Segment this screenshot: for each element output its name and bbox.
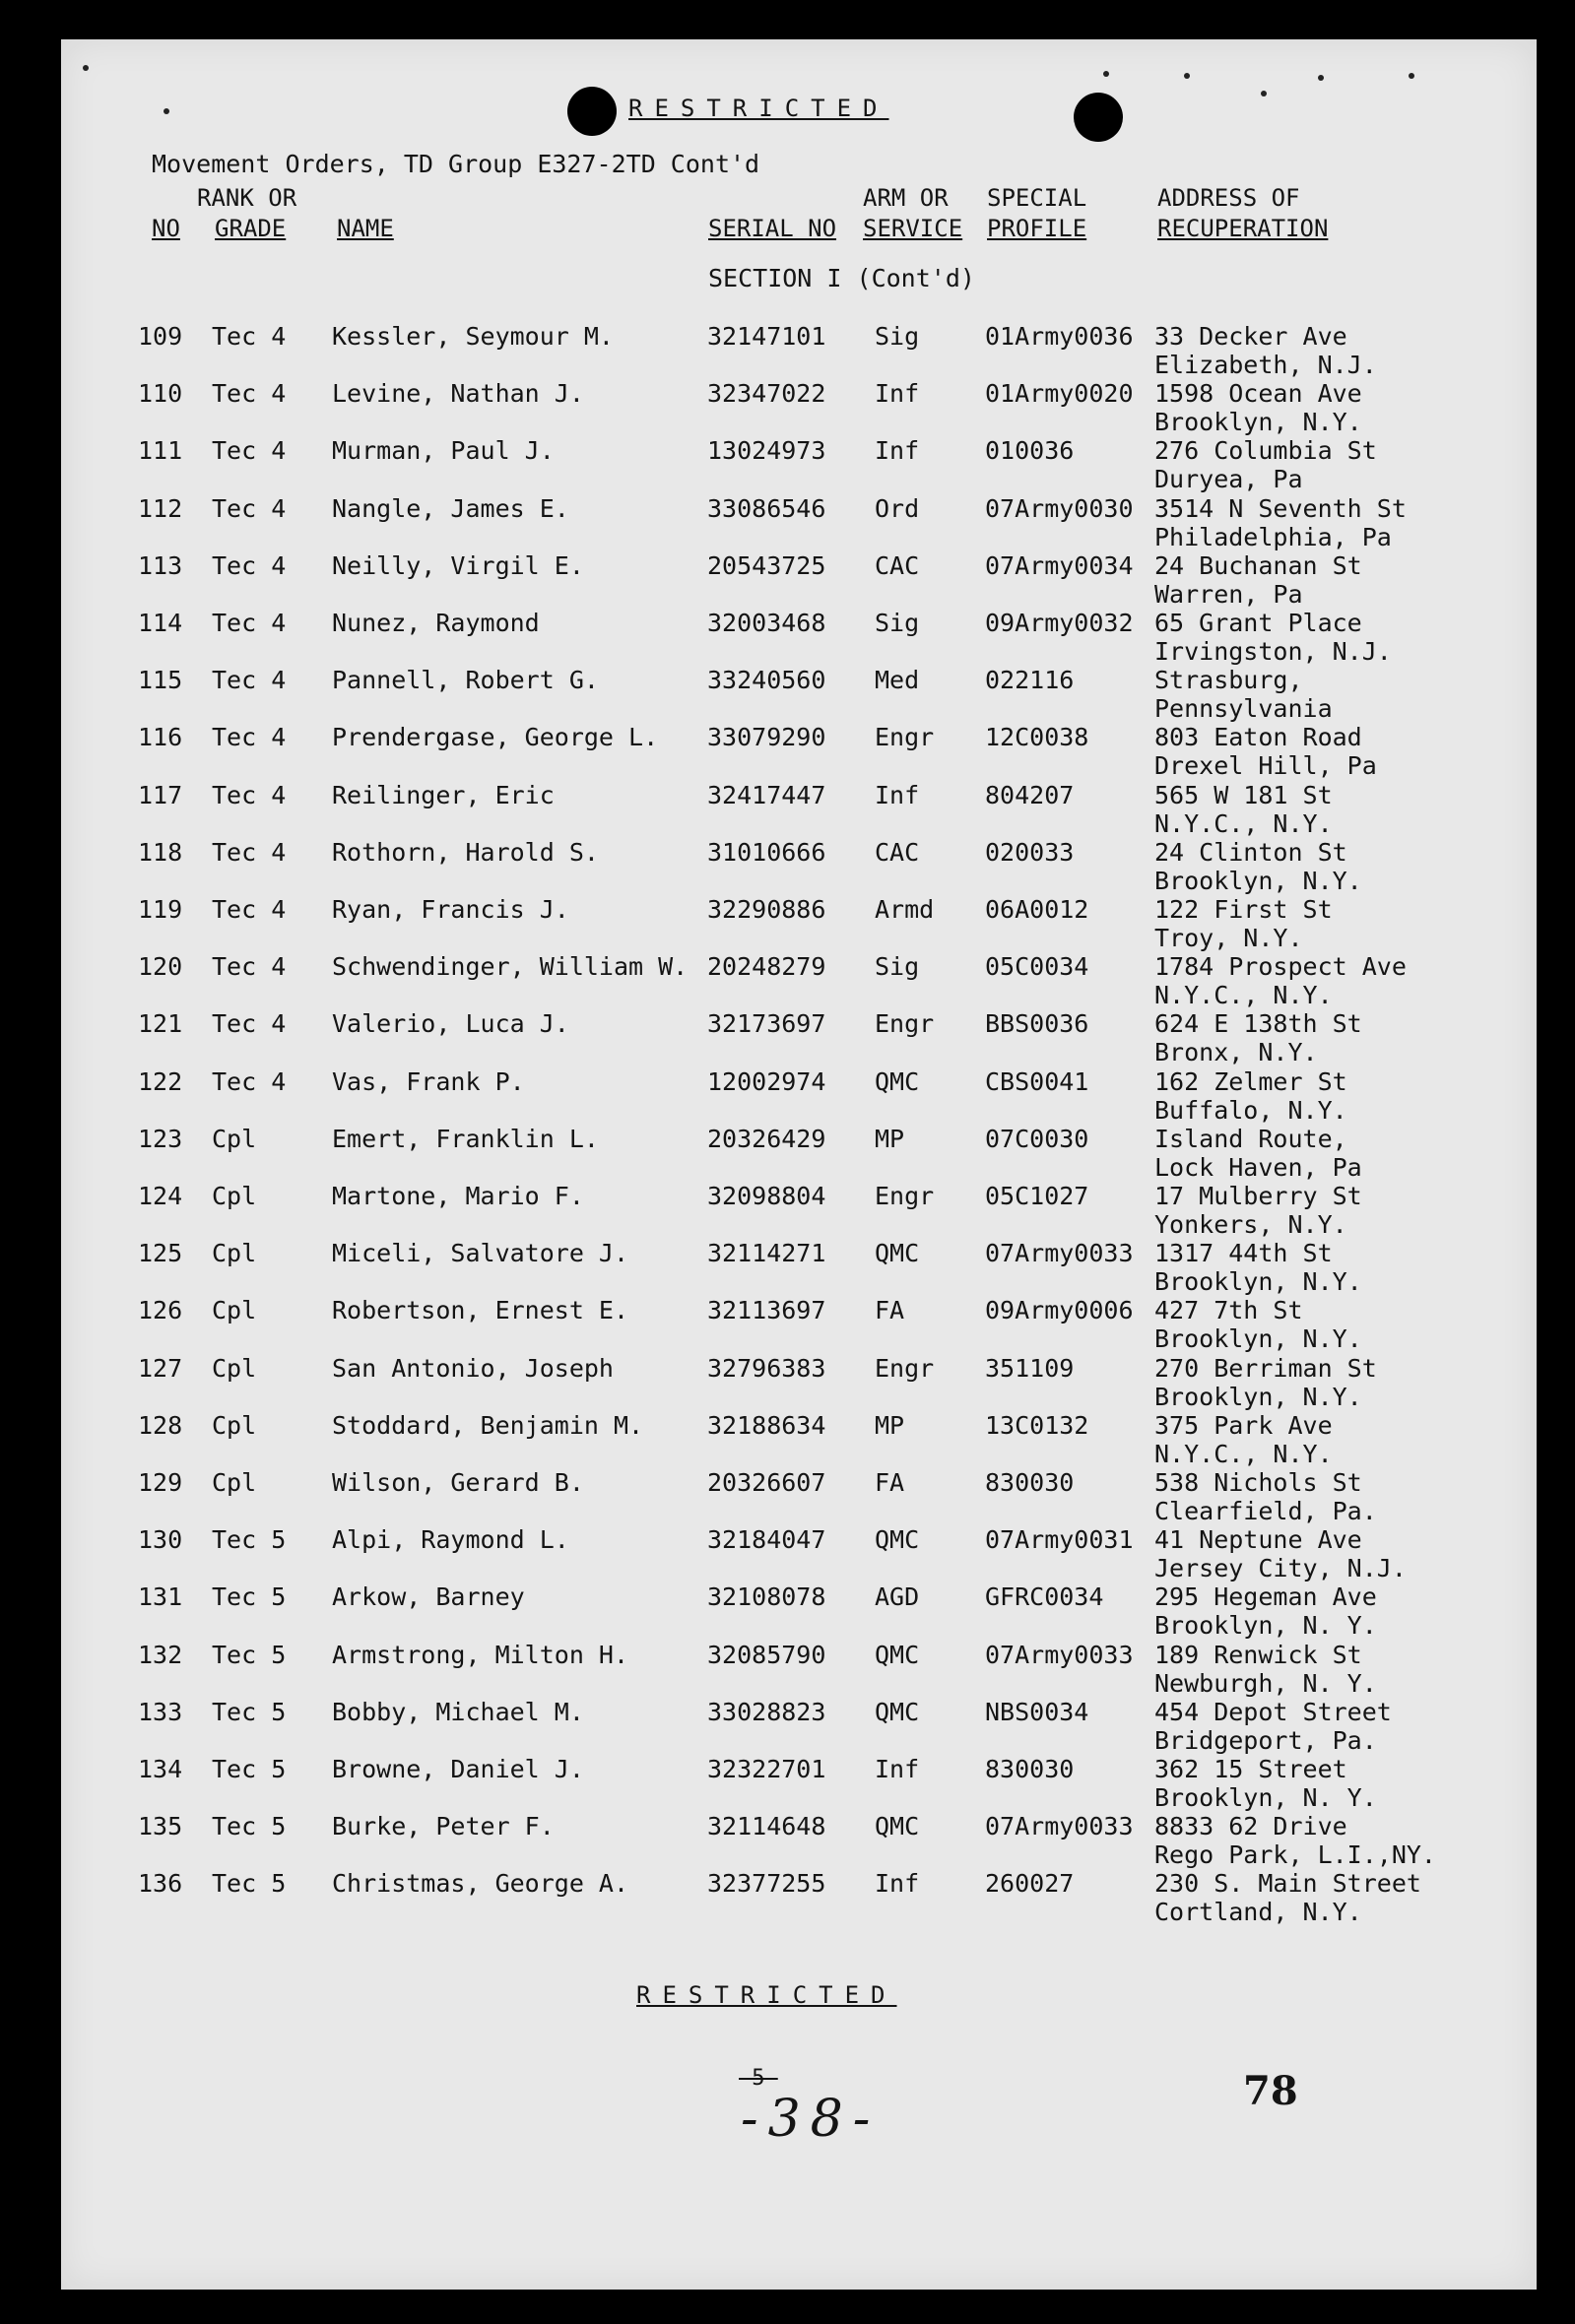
table-row xyxy=(0,1525,1575,1582)
row-address-line1: 454 Depot Street xyxy=(1154,1697,1392,1726)
row-number: 109 xyxy=(138,322,183,351)
row-name: Murman, Paul J. xyxy=(332,436,555,466)
row-address-line1: 24 Buchanan St xyxy=(1154,550,1362,580)
row-name: Schwendinger, William W. xyxy=(332,952,689,982)
row-special-profile: 020033 xyxy=(985,837,1075,867)
row-special-profile: GFRC0034 xyxy=(985,1582,1104,1612)
row-grade: Tec 4 xyxy=(212,837,287,867)
header-no: NO xyxy=(152,215,180,242)
row-address-line1: Strasburg, xyxy=(1154,666,1303,695)
row-special-profile: 13C0132 xyxy=(985,1410,1089,1440)
row-address-line2: Brooklyn, N.Y. xyxy=(1154,1382,1362,1411)
row-arm-of-service: Sig xyxy=(875,322,920,351)
row-arm-of-service: AGD xyxy=(875,1582,920,1612)
row-special-profile: 07Army0033 xyxy=(985,1239,1134,1268)
header-name: NAME xyxy=(337,215,394,242)
row-number: 114 xyxy=(138,609,183,637)
header-grade: GRADE xyxy=(215,215,287,242)
table-row xyxy=(0,1698,1575,1755)
row-arm-of-service: CAC xyxy=(875,837,920,867)
row-arm-of-service: Ord xyxy=(875,493,920,523)
row-address-line2: Drexel Hill, Pa xyxy=(1154,751,1377,781)
table-row xyxy=(0,781,1575,838)
table-row xyxy=(0,1468,1575,1525)
speck xyxy=(1261,91,1267,97)
row-arm-of-service: Sig xyxy=(875,952,920,982)
row-arm-of-service: QMC xyxy=(875,1697,920,1726)
row-grade: Tec 4 xyxy=(212,609,287,637)
row-grade: Tec 4 xyxy=(212,379,287,409)
row-grade: Tec 5 xyxy=(212,1755,287,1783)
row-number: 126 xyxy=(138,1296,183,1325)
row-name: Bobby, Michael M. xyxy=(332,1697,584,1726)
row-grade: Tec 5 xyxy=(212,1697,287,1726)
row-name: Stoddard, Benjamin M. xyxy=(332,1410,644,1440)
row-address-line1: 565 W 181 St xyxy=(1154,780,1333,809)
row-name: Arkow, Barney xyxy=(332,1582,525,1612)
row-grade: Tec 5 xyxy=(212,1640,287,1669)
row-address-line2: N.Y.C., N.Y. xyxy=(1154,1439,1333,1468)
row-serial-number: 20248279 xyxy=(707,952,826,982)
row-special-profile: CBS0041 xyxy=(985,1066,1089,1096)
row-arm-of-service: QMC xyxy=(875,1239,920,1268)
row-address-line1: 3514 N Seventh St xyxy=(1154,493,1407,523)
table-row xyxy=(0,666,1575,723)
row-number: 118 xyxy=(138,837,183,867)
row-name: Armstrong, Milton H. xyxy=(332,1640,629,1669)
row-address-line2: Yonkers, N.Y. xyxy=(1154,1210,1347,1239)
row-arm-of-service: CAC xyxy=(875,550,920,580)
row-special-profile: 07Army0030 xyxy=(985,493,1134,523)
row-name: Kessler, Seymour M. xyxy=(332,322,614,351)
row-grade: Cpl xyxy=(212,1182,257,1210)
row-serial-number: 32003468 xyxy=(707,609,826,637)
row-serial-number: 32173697 xyxy=(707,1009,826,1039)
row-special-profile: 260027 xyxy=(985,1869,1075,1899)
speck xyxy=(1103,71,1109,77)
row-number: 115 xyxy=(138,666,183,695)
row-address-line1: 362 15 Street xyxy=(1154,1755,1347,1783)
row-serial-number: 33028823 xyxy=(707,1697,826,1726)
row-arm-of-service: MP xyxy=(875,1124,905,1153)
row-arm-of-service: Armd xyxy=(875,895,935,924)
row-address-line2: Rego Park, L.I.,NY. xyxy=(1154,1840,1436,1870)
row-address-line1: 1598 Ocean Ave xyxy=(1154,379,1362,409)
header-address-line1: ADDRESS OF xyxy=(1157,184,1300,212)
row-special-profile: 830030 xyxy=(985,1468,1075,1497)
row-address-line1: 189 Renwick St xyxy=(1154,1640,1362,1669)
row-number: 130 xyxy=(138,1525,183,1555)
row-name: Prendergase, George L. xyxy=(332,723,659,752)
punch-hole xyxy=(567,87,617,136)
table-row xyxy=(0,1125,1575,1182)
row-name: Nangle, James E. xyxy=(332,493,569,523)
row-number: 124 xyxy=(138,1182,183,1210)
row-address-line2: Elizabeth, N.J. xyxy=(1154,351,1377,379)
row-address-line1: 8833 62 Drive xyxy=(1154,1812,1347,1841)
row-address-line1: 803 Eaton Road xyxy=(1154,723,1362,752)
row-grade: Cpl xyxy=(212,1296,257,1325)
row-address-line2: Newburgh, N. Y. xyxy=(1154,1668,1377,1698)
row-arm-of-service: Engr xyxy=(875,1009,935,1039)
speck xyxy=(83,65,89,71)
row-address-line2: Cortland, N.Y. xyxy=(1154,1898,1362,1927)
row-address-line1: 624 E 138th St xyxy=(1154,1009,1362,1039)
punch-hole xyxy=(1074,93,1123,142)
row-arm-of-service: Inf xyxy=(875,1869,920,1899)
row-serial-number: 32098804 xyxy=(707,1182,826,1210)
header-address-line2: RECUPERATION xyxy=(1157,215,1329,242)
row-number: 122 xyxy=(138,1066,183,1096)
row-serial-number: 32188634 xyxy=(707,1410,826,1440)
row-arm-of-service: FA xyxy=(875,1468,905,1497)
speck xyxy=(1184,73,1190,79)
table-row xyxy=(0,551,1575,609)
row-name: Neilly, Virgil E. xyxy=(332,550,584,580)
row-number: 113 xyxy=(138,550,183,580)
table-row xyxy=(0,838,1575,895)
row-grade: Tec 4 xyxy=(212,666,287,695)
row-address-line2: N.Y.C., N.Y. xyxy=(1154,808,1333,838)
header-rank-line1: RANK OR xyxy=(197,184,297,212)
row-number: 127 xyxy=(138,1353,183,1383)
row-grade: Tec 5 xyxy=(212,1582,287,1612)
row-address-line1: 1784 Prospect Ave xyxy=(1154,952,1407,982)
row-name: Robertson, Ernest E. xyxy=(332,1296,629,1325)
row-special-profile: BBS0036 xyxy=(985,1009,1089,1039)
row-address-line1: 1317 44th St xyxy=(1154,1239,1333,1268)
table-row xyxy=(0,1755,1575,1812)
row-number: 116 xyxy=(138,723,183,752)
row-name: Valerio, Luca J. xyxy=(332,1009,569,1039)
row-serial-number: 32114648 xyxy=(707,1812,826,1841)
table-row xyxy=(0,1009,1575,1066)
row-name: San Antonio, Joseph xyxy=(332,1353,614,1383)
row-special-profile: 05C1027 xyxy=(985,1182,1089,1210)
speck xyxy=(1409,73,1414,79)
row-special-profile: 12C0038 xyxy=(985,723,1089,752)
speck xyxy=(1318,75,1324,81)
row-special-profile: 07Army0033 xyxy=(985,1812,1134,1841)
row-name: Burke, Peter F. xyxy=(332,1812,555,1841)
row-special-profile: 804207 xyxy=(985,780,1075,809)
classification-marking-bottom: RESTRICTED xyxy=(636,1981,897,2009)
row-number: 133 xyxy=(138,1697,183,1726)
table-row xyxy=(0,1239,1575,1296)
row-address-line2: Brooklyn, N.Y. xyxy=(1154,866,1362,895)
row-grade: Tec 5 xyxy=(212,1812,287,1841)
table-row xyxy=(0,1354,1575,1411)
row-address-line2: Brooklyn, N.Y. xyxy=(1154,408,1362,437)
row-address-line1: 162 Zelmer St xyxy=(1154,1066,1347,1096)
row-address-line2: N.Y.C., N.Y. xyxy=(1154,981,1333,1010)
row-number: 110 xyxy=(138,379,183,409)
row-address-line1: 17 Mulberry St xyxy=(1154,1182,1362,1210)
row-grade: Tec 4 xyxy=(212,322,287,351)
row-number: 129 xyxy=(138,1468,183,1497)
row-serial-number: 32796383 xyxy=(707,1353,826,1383)
row-arm-of-service: Sig xyxy=(875,609,920,637)
row-arm-of-service: QMC xyxy=(875,1066,920,1096)
table-row xyxy=(0,494,1575,551)
stamped-number: 78 xyxy=(1243,2068,1298,2114)
row-serial-number: 20326429 xyxy=(707,1124,826,1153)
row-arm-of-service: Inf xyxy=(875,379,920,409)
row-arm-of-service: Inf xyxy=(875,780,920,809)
row-special-profile: 022116 xyxy=(985,666,1075,695)
row-serial-number: 32108078 xyxy=(707,1582,826,1612)
row-serial-number: 32147101 xyxy=(707,322,826,351)
row-address-line1: 427 7th St xyxy=(1154,1296,1303,1325)
row-arm-of-service: Med xyxy=(875,666,920,695)
row-grade: Tec 4 xyxy=(212,1066,287,1096)
table-row xyxy=(0,952,1575,1009)
row-grade: Tec 4 xyxy=(212,550,287,580)
row-serial-number: 33240560 xyxy=(707,666,826,695)
row-address-line1: 230 S. Main Street xyxy=(1154,1869,1421,1899)
row-special-profile: 01Army0020 xyxy=(985,379,1134,409)
table-row xyxy=(0,1182,1575,1239)
row-name: Christmas, George A. xyxy=(332,1869,629,1899)
row-address-line2: Bronx, N.Y. xyxy=(1154,1038,1318,1067)
row-address-line2: Duryea, Pa xyxy=(1154,465,1303,494)
header-arm-line2: SERVICE xyxy=(863,215,963,242)
row-name: Pannell, Robert G. xyxy=(332,666,599,695)
speck xyxy=(164,108,169,114)
row-arm-of-service: QMC xyxy=(875,1812,920,1841)
row-serial-number: 20543725 xyxy=(707,550,826,580)
row-address-line1: 33 Decker Ave xyxy=(1154,322,1347,351)
row-name: Alpi, Raymond L. xyxy=(332,1525,569,1555)
row-name: Vas, Frank P. xyxy=(332,1066,525,1096)
row-number: 132 xyxy=(138,1640,183,1669)
row-special-profile: 830030 xyxy=(985,1755,1075,1783)
row-number: 123 xyxy=(138,1124,183,1153)
row-name: Emert, Franklin L. xyxy=(332,1124,599,1153)
row-name: Ryan, Francis J. xyxy=(332,895,569,924)
row-serial-number: 32347022 xyxy=(707,379,826,409)
row-arm-of-service: QMC xyxy=(875,1640,920,1669)
row-number: 119 xyxy=(138,895,183,924)
row-special-profile: 351109 xyxy=(985,1353,1075,1383)
row-number: 121 xyxy=(138,1009,183,1039)
row-special-profile: NBS0034 xyxy=(985,1697,1089,1726)
row-address-line2: Bridgeport, Pa. xyxy=(1154,1725,1377,1755)
row-address-line1: 538 Nichols St xyxy=(1154,1468,1362,1497)
row-serial-number: 32114271 xyxy=(707,1239,826,1268)
table-row xyxy=(0,379,1575,436)
row-grade: Tec 5 xyxy=(212,1525,287,1555)
row-arm-of-service: FA xyxy=(875,1296,905,1325)
row-grade: Tec 4 xyxy=(212,780,287,809)
header-arm-line1: ARM OR xyxy=(863,184,949,212)
row-address-line1: 375 Park Ave xyxy=(1154,1410,1333,1440)
row-address-line2: Philadelphia, Pa xyxy=(1154,522,1392,551)
row-address-line1: 270 Berriman St xyxy=(1154,1353,1377,1383)
row-address-line1: 24 Clinton St xyxy=(1154,837,1347,867)
row-grade: Tec 4 xyxy=(212,723,287,752)
table-row xyxy=(0,1296,1575,1353)
row-address-line2: Brooklyn, N.Y. xyxy=(1154,1267,1362,1297)
row-address-line2: Brooklyn, N. Y. xyxy=(1154,1611,1377,1641)
row-grade: Tec 5 xyxy=(212,1869,287,1899)
row-arm-of-service: Engr xyxy=(875,1182,935,1210)
row-number: 128 xyxy=(138,1410,183,1440)
row-arm-of-service: Inf xyxy=(875,1755,920,1783)
row-special-profile: 010036 xyxy=(985,436,1075,466)
row-special-profile: 09Army0032 xyxy=(985,609,1134,637)
row-address-line1: 65 Grant Place xyxy=(1154,609,1362,637)
row-serial-number: 32085790 xyxy=(707,1640,826,1669)
row-special-profile: 07Army0034 xyxy=(985,550,1134,580)
row-special-profile: 06A0012 xyxy=(985,895,1089,924)
typed-page-number: -5- xyxy=(739,2066,778,2091)
table-row xyxy=(0,1067,1575,1125)
row-address-line2: Warren, Pa xyxy=(1154,579,1303,609)
row-serial-number: 32184047 xyxy=(707,1525,826,1555)
row-special-profile: 05C0034 xyxy=(985,952,1089,982)
row-arm-of-service: Engr xyxy=(875,1353,935,1383)
row-number: 136 xyxy=(138,1869,183,1899)
row-address-line2: Troy, N.Y. xyxy=(1154,924,1303,952)
row-address-line1: Island Route, xyxy=(1154,1124,1347,1153)
document-title: Movement Orders, TD Group E327-2TD Cont'd xyxy=(152,150,760,178)
row-address-line2: Lock Haven, Pa xyxy=(1154,1152,1362,1182)
section-heading: SECTION I (Cont'd) xyxy=(708,264,975,292)
table-row xyxy=(0,723,1575,780)
table-row xyxy=(0,322,1575,379)
row-serial-number: 33086546 xyxy=(707,493,826,523)
row-grade: Cpl xyxy=(212,1124,257,1153)
row-grade: Tec 4 xyxy=(212,1009,287,1039)
row-number: 120 xyxy=(138,952,183,982)
row-arm-of-service: QMC xyxy=(875,1525,920,1555)
table-row xyxy=(0,1641,1575,1698)
table-row xyxy=(0,1812,1575,1869)
row-name: Rothorn, Harold S. xyxy=(332,837,599,867)
row-serial-number: 31010666 xyxy=(707,837,826,867)
row-name: Wilson, Gerard B. xyxy=(332,1468,584,1497)
row-special-profile: 07Army0031 xyxy=(985,1525,1134,1555)
row-arm-of-service: Engr xyxy=(875,723,935,752)
row-address-line1: 41 Neptune Ave xyxy=(1154,1525,1362,1555)
row-serial-number: 32322701 xyxy=(707,1755,826,1783)
row-grade: Tec 4 xyxy=(212,895,287,924)
row-address-line2: Brooklyn, N.Y. xyxy=(1154,1324,1362,1354)
row-special-profile: 01Army0036 xyxy=(985,322,1134,351)
row-name: Levine, Nathan J. xyxy=(332,379,584,409)
row-name: Nunez, Raymond xyxy=(332,609,540,637)
row-grade: Tec 4 xyxy=(212,493,287,523)
row-grade: Tec 4 xyxy=(212,952,287,982)
row-address-line2: Clearfield, Pa. xyxy=(1154,1497,1377,1525)
table-row xyxy=(0,609,1575,666)
row-serial-number: 32290886 xyxy=(707,895,826,924)
row-grade: Tec 4 xyxy=(212,436,287,466)
row-address-line1: 295 Hegeman Ave xyxy=(1154,1582,1377,1612)
row-address-line2: Pennsylvania xyxy=(1154,694,1333,724)
row-serial-number: 13024973 xyxy=(707,436,826,466)
row-name: Miceli, Salvatore J. xyxy=(332,1239,629,1268)
row-arm-of-service: MP xyxy=(875,1410,905,1440)
row-name: Martone, Mario F. xyxy=(332,1182,584,1210)
row-address-line1: 122 First St xyxy=(1154,895,1333,924)
row-special-profile: 09Army0006 xyxy=(985,1296,1134,1325)
header-special-line2: PROFILE xyxy=(987,215,1087,242)
table-row xyxy=(0,1411,1575,1468)
row-serial-number: 32377255 xyxy=(707,1869,826,1899)
row-serial-number: 32113697 xyxy=(707,1296,826,1325)
row-serial-number: 20326607 xyxy=(707,1468,826,1497)
classification-marking-top: RESTRICTED xyxy=(628,95,889,122)
row-number: 134 xyxy=(138,1755,183,1783)
row-number: 125 xyxy=(138,1239,183,1268)
row-grade: Cpl xyxy=(212,1468,257,1497)
row-grade: Cpl xyxy=(212,1353,257,1383)
header-special-line1: SPECIAL xyxy=(987,184,1087,212)
row-number: 131 xyxy=(138,1582,183,1612)
row-number: 135 xyxy=(138,1812,183,1841)
row-address-line2: Irvingston, N.J. xyxy=(1154,637,1392,666)
row-address-line2: Buffalo, N.Y. xyxy=(1154,1095,1347,1125)
row-number: 117 xyxy=(138,780,183,809)
table-row xyxy=(0,1582,1575,1640)
row-grade: Cpl xyxy=(212,1410,257,1440)
row-address-line2: Brooklyn, N. Y. xyxy=(1154,1783,1377,1812)
row-number: 111 xyxy=(138,436,183,466)
row-special-profile: 07Army0033 xyxy=(985,1640,1134,1669)
row-name: Browne, Daniel J. xyxy=(332,1755,584,1783)
row-address-line2: Jersey City, N.J. xyxy=(1154,1554,1407,1583)
row-serial-number: 12002974 xyxy=(707,1066,826,1096)
handwritten-page-number: -38- xyxy=(741,2090,881,2149)
header-serial: SERIAL NO xyxy=(708,215,837,242)
row-serial-number: 32417447 xyxy=(707,780,826,809)
row-name: Reilinger, Eric xyxy=(332,780,555,809)
row-special-profile: 07C0030 xyxy=(985,1124,1089,1153)
row-arm-of-service: Inf xyxy=(875,436,920,466)
row-number: 112 xyxy=(138,493,183,523)
table-row xyxy=(0,1869,1575,1926)
row-grade: Cpl xyxy=(212,1239,257,1268)
row-serial-number: 33079290 xyxy=(707,723,826,752)
row-address-line1: 276 Columbia St xyxy=(1154,436,1377,466)
table-row xyxy=(0,895,1575,952)
table-row xyxy=(0,436,1575,493)
